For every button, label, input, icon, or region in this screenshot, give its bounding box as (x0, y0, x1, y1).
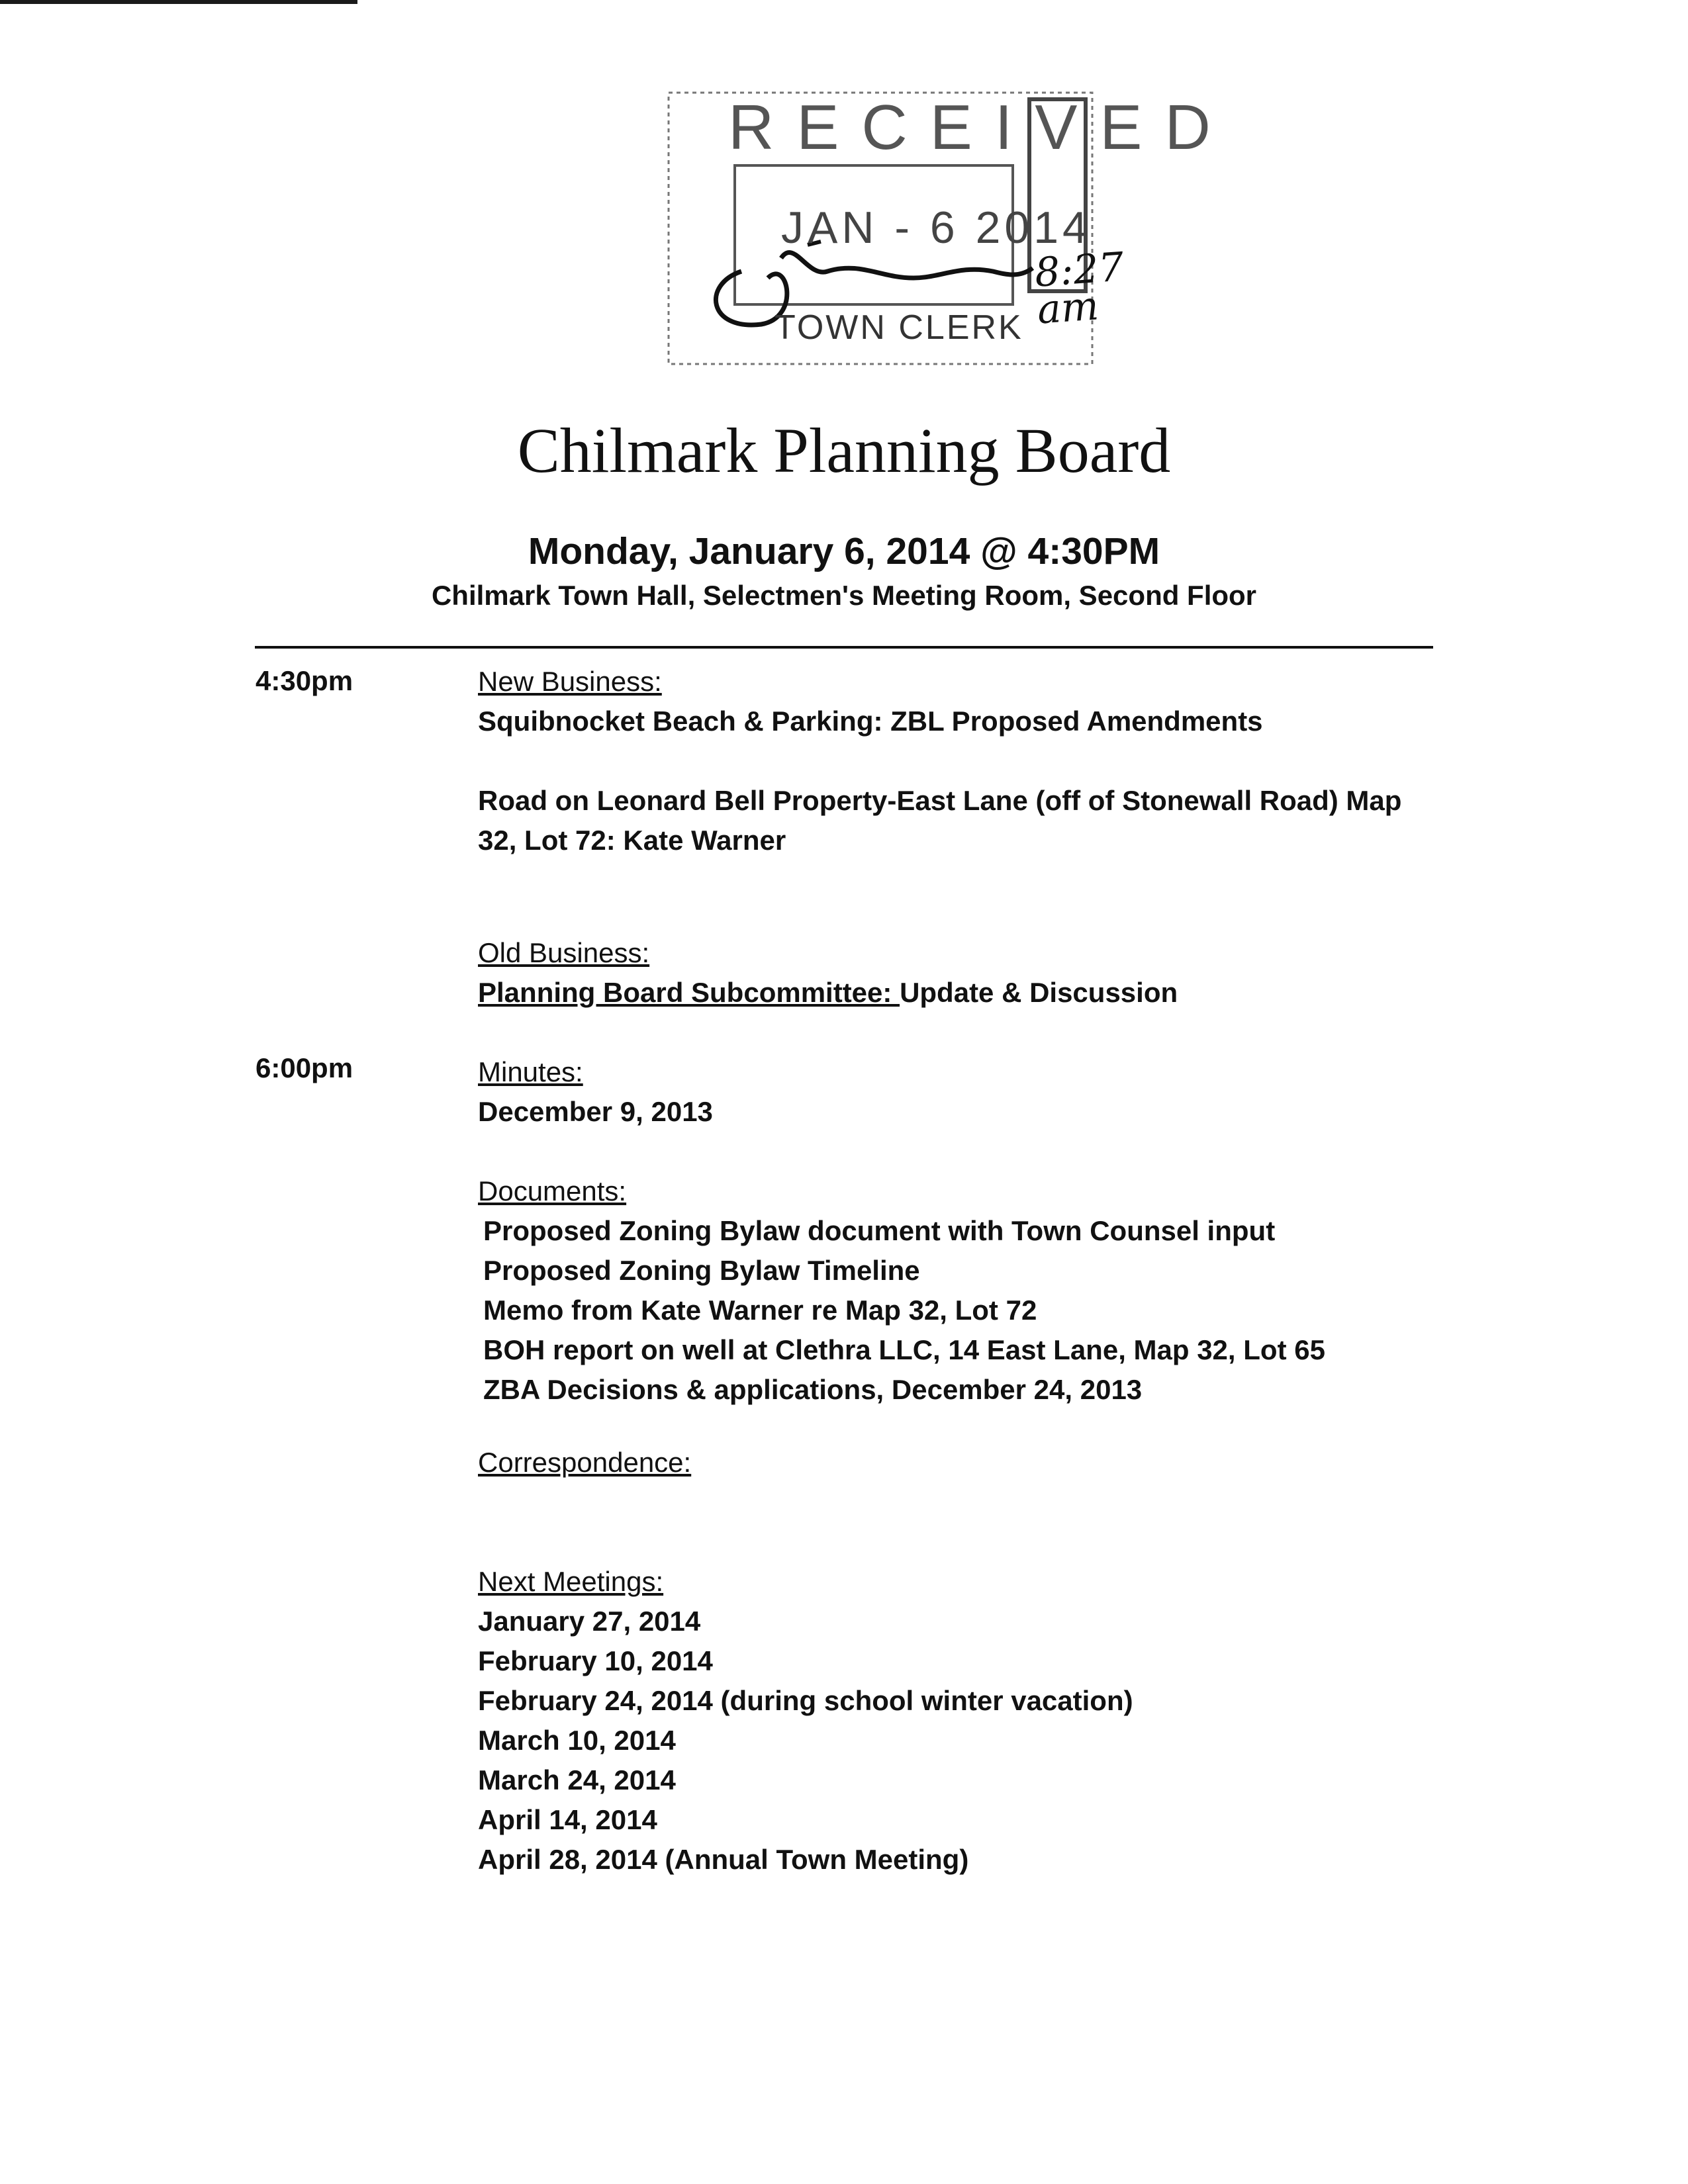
correspondence-section (478, 1443, 1444, 1482)
old-business-item-title: Planning Board Subcommittee: (478, 977, 900, 1008)
minutes-item: December 9, 2013 (478, 1096, 713, 1127)
received-stamp (662, 79, 1233, 371)
document-item: Proposed Zoning Bylaw document with Town Counsel input (483, 1215, 1276, 1246)
minutes-heading: Minutes: (478, 1056, 583, 1087)
board-title: Chilmark Planning Board (517, 415, 1171, 486)
document-item: ZBA Decisions & applications, December 24, 2013 (483, 1374, 1143, 1405)
documents-heading: Documents: (478, 1175, 627, 1206)
scan-edge-line (0, 0, 357, 4)
stamp-handwritten-time: 8:27 am (1033, 244, 1126, 334)
stamp-received-text: RECEIVED (728, 92, 1233, 163)
old-business-item-detail: Update & Discussion (900, 977, 1178, 1008)
old-business-section (478, 933, 1444, 1013)
document-item: Memo from Kate Warner re Map 32, Lot 72 (483, 1295, 1037, 1326)
document-item: BOH report on well at Clethra LLC, 14 East Lane, Map 32, Lot 65 (483, 1334, 1325, 1365)
next-meetings-section (478, 1562, 1444, 1880)
meeting-date-item: March 24, 2014 (478, 1764, 676, 1796)
meeting-location: Chilmark Town Hall, Selectmen's Meeting Room, Second Floor (431, 580, 1257, 611)
correspondence-heading: Correspondence: (478, 1447, 692, 1478)
stamp-date: JAN - 6 2014 (781, 203, 1092, 253)
new-business-item: Road on Leonard Bell Property-East Lane (off of Stonewall Road) Map 32, Lot 72: Kate Warner (478, 785, 1402, 856)
document-item: Proposed Zoning Bylaw Timeline (483, 1255, 920, 1286)
new-business-section (478, 662, 1444, 860)
new-business-item: Squibnocket Beach & Parking: ZBL Proposed Amendments (478, 705, 1263, 737)
header-divider (255, 646, 1433, 649)
stamp-clerk-text: TOWN CLERK (774, 308, 1023, 347)
time-slot-first: 4:30pm (256, 665, 353, 696)
meeting-date-item: April 28, 2014 (Annual Town Meeting) (478, 1844, 969, 1875)
meeting-date: Monday, January 6, 2014 @ 4:30PM (528, 530, 1160, 572)
time-slot-second: 6:00pm (256, 1052, 353, 1083)
new-business-heading: New Business: (478, 666, 662, 697)
meeting-date-item: February 24, 2014 (during school winter vacation) (478, 1685, 1133, 1716)
minutes-section (478, 1052, 1444, 1132)
old-business-heading: Old Business: (478, 937, 650, 968)
documents-section (478, 1171, 1444, 1410)
meeting-date-item: March 10, 2014 (478, 1725, 676, 1756)
next-meetings-heading: Next Meetings: (478, 1566, 664, 1597)
meeting-date-item: February 10, 2014 (478, 1645, 713, 1676)
meeting-date-item: January 27, 2014 (478, 1606, 701, 1637)
meeting-date-item: April 14, 2014 (478, 1804, 657, 1835)
old-business-item (478, 973, 1444, 1013)
